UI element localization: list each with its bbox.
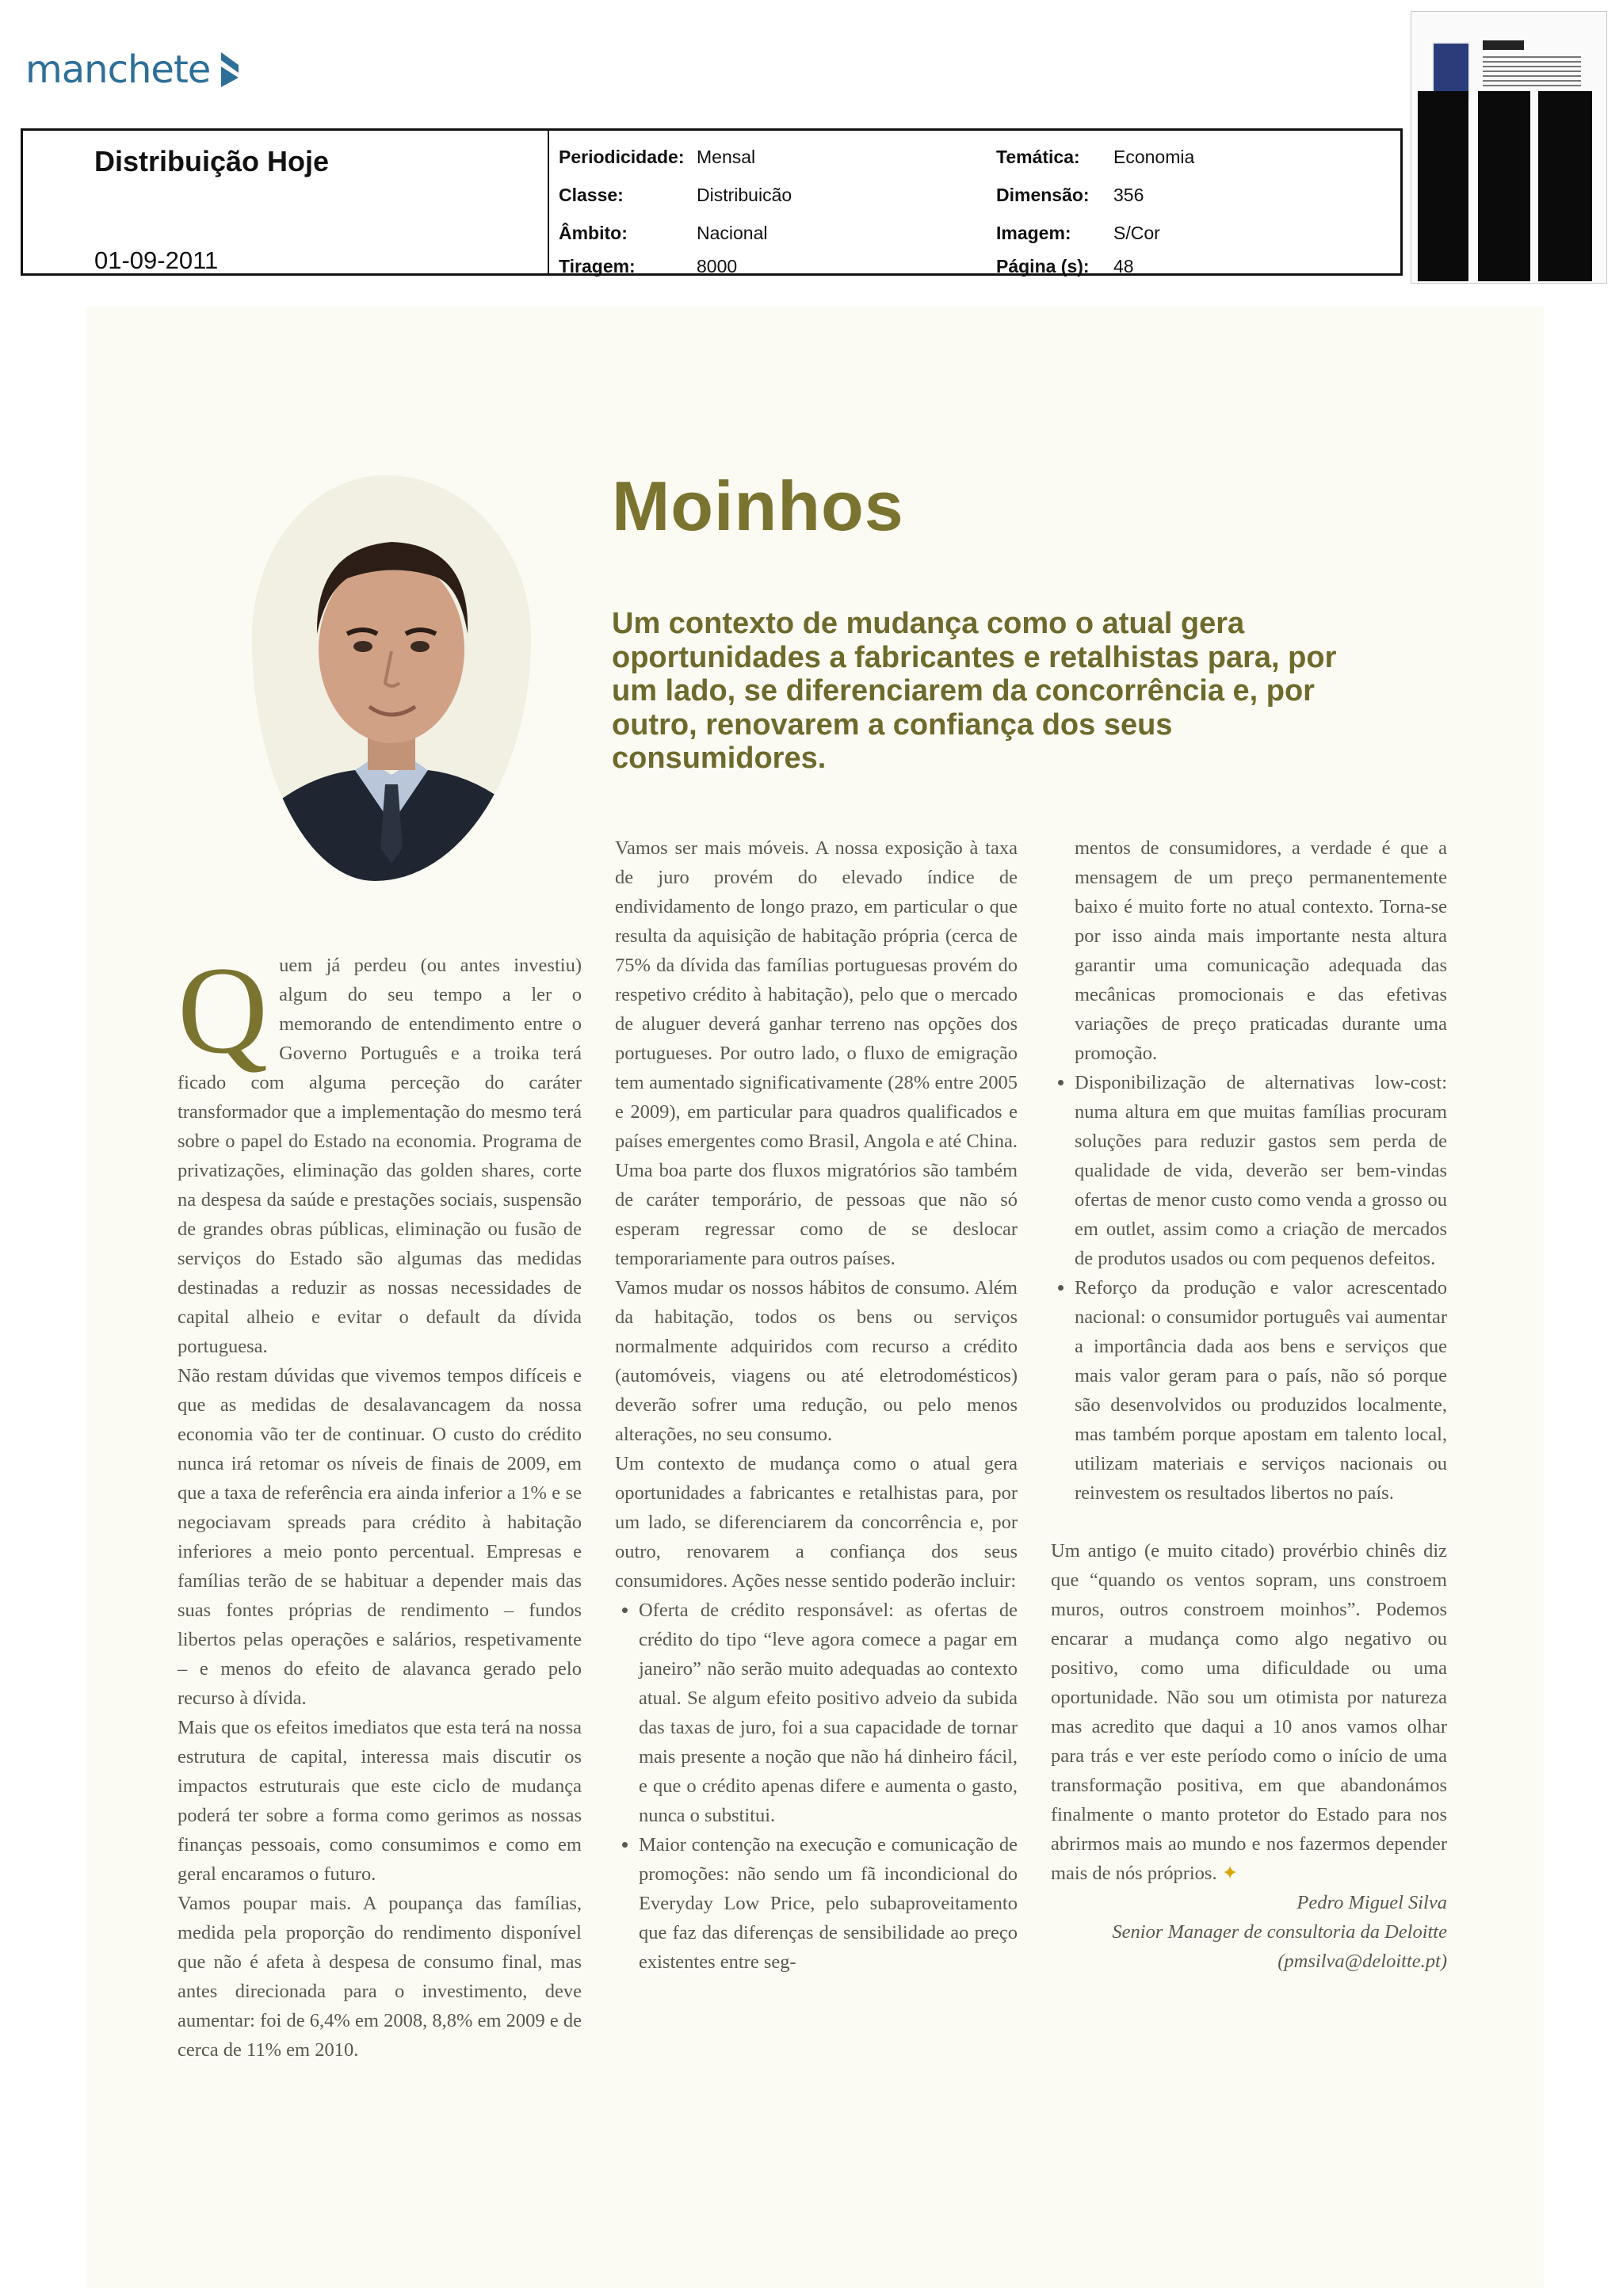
tematica-value: Economia [1113, 147, 1195, 167]
tiragem-value: 8000 [697, 256, 738, 277]
ambito-label: Âmbito: [559, 223, 628, 243]
bullet-item: • Reforço da produção e valor acrescentado nacional: o consumidor português vai aumentar a importância dada aos bens e serviços que mais valor geram para o país, não só porque são desenvolvidos ou produzidos localmente, mas também porque apostam em talento local, utilizam materiais e serviços nacionais ou reinvestem os resultados libertos no país. [1075, 1273, 1447, 1508]
body-paragraph: Não restam dúvidas que vivemos tempos difíceis e que as medidas de desalavancagem da nossa economia vão ter de continuar. O custo do crédito nunca irá retomar os níveis de finais de 2009, em que a taxa de referência era ainda inferior a 1% e se negociavam spreads para crédito à habitação inferiores a meio ponto percentual. Empresas e famílias terão de se habituar a depender mais das suas fontes próprias de rendimento – fundos libertos pelas operações e salários, respetivamente – e menos do efeito de alavanca gerado pelo recurso à dívida. [178, 1365, 582, 1709]
pagina-value: 48 [1113, 256, 1134, 277]
pagina-label: Página (s): [996, 256, 1090, 277]
classe-value: Distribuicão [697, 185, 792, 205]
tematica-label: Temática: [996, 147, 1080, 167]
closing-paragraph [1051, 1536, 1447, 1888]
article-column-3 [1051, 833, 1447, 1976]
article-lead: Um contexto de mudança como o atual gera oportunidades a fabricantes e retalhistas para, por um lado, se diferenciarem da concorrência e, por outro, renovarem a confiança dos seus consumidores. [612, 607, 1337, 776]
bullet-item: • Oferta de crédito responsável: as ofertas de crédito do tipo “leve agora comece a pagar em janeiro” não serão muito adequadas ao contexto atual. Se algum efeito positivo adveio da subida das taxas de juro, foi a sua capacidade de tornar mais presente a noção que não há dinheiro fácil, e que o crédito apenas difere e aumenta o gasto, nunca o substitui. [639, 1596, 1018, 1830]
article-column-1 [178, 941, 582, 2065]
bullet-list [615, 1596, 1018, 1977]
drop-cap: Q [178, 941, 269, 1080]
body-paragraph: uem já perdeu (ou antes investiu) algum do seu tempo a ler o memorando de entendimento entre o Governo Português e a troika terá ficado com alguma perceção do caráter transformador que a implementação do mesmo terá sobre o papel do Estado na economia. Programa de privatizações, eliminação das golden shares, corte na despesa da saúde e prestações sociais, suspensão de grandes obras públicas, eliminação ou fusão de serviços do Estado são algumas das medidas destinadas a reduzir as nossas necessidades de capital alheio e evitar o default da dívida portuguesa. [178, 955, 582, 1357]
imagem-value: S/Cor [1113, 223, 1160, 243]
tiragem-label: Tiragem: [559, 256, 636, 277]
thumbnail-lead-lines [1483, 56, 1581, 88]
thumbnail-column [1478, 91, 1530, 281]
thumbnail-column [1538, 91, 1592, 281]
publication-date: 01-09-2011 [94, 246, 219, 274]
article-title: Moinhos [612, 467, 904, 545]
bullet-item: • Disponibilização de alternativas low-cost: numa altura em que muitas famílias procuram soluções para reduzir gastos sem perda de qualidade de vida, deverão ser bem-vindas ofertas de menor custo como venda a grosso ou em outlet, assim como a criação de mercados de produtos usados ou com pequenos defeitos. [1075, 1068, 1447, 1273]
info-divider [548, 131, 549, 273]
body-paragraph: Vamos poupar mais. A poupança das famílias, medida pela proporção do rendimento disponível que não é afeta à despesa de consumo final, mas antes direcionada para o investimento, deve aumentar: foi de 6,4% em 2008, 8,8% em 2009 e de cerca de 11% em 2010. [178, 1893, 582, 2061]
dimensao-value: 356 [1113, 185, 1144, 205]
body-paragraph: Um contexto de mudança como o atual gera oportunidades a fabricantes e retalhistas para, por um lado, se diferenciarem da concorrência e, por outro, renovarem a confiança dos seus consumidores. Ações nesse sentido poderão incluir: [615, 1453, 1018, 1592]
manchete-logo [25, 48, 245, 92]
thumbnail-title-bar [1483, 40, 1524, 50]
imagem-label: Imagem: [996, 223, 1071, 243]
periodicidade-value: Mensal [697, 147, 756, 167]
dimensao-label: Dimensão: [996, 185, 1090, 205]
ambito-value: Nacional [697, 223, 768, 243]
author-name: Pedro Miguel Silva [1296, 1892, 1447, 1913]
bullet-continuation: mentos de consumidores, a verdade é que a mensagem de um preço permanentemente baixo é muito forte no atual contexto. Torna-se por isso ainda mais importante nesta altura garantir uma comunicação adequada das mecânicas promocionais e das efetivas variações de preço praticadas durante uma promoção. [1075, 837, 1447, 1064]
bullet-item: • Maior contenção na execução e comunicação de promoções: não sendo um fã incondicional do Everyday Low Price, pelo subaproveitamento que faz das diferenças de sensibilidade ao preço existentes entre seg- [639, 1830, 1018, 1977]
classe-label: Classe: [559, 185, 624, 205]
body-paragraph: Mais que os efeitos imediatos que esta terá na nossa estrutura de capital, interessa mais discutir os impactos estruturais que este ciclo de mudança poderá ter sobre a forma como gerimos as nossas finanças pessoais, como consumimos e como em geral encaramos o futuro. [178, 1717, 582, 1885]
bullet-list [1051, 1068, 1447, 1508]
body-paragraph: Vamos mudar os nossos hábitos de consumo. Além da habitação, todos os bens ou serviços normalmente adquiridos com recurso a crédito (automóveis, viagens ou até eletrodomésticos) deverão sofrer uma redução, ou pelo menos alterações, no seu consumo. [615, 1277, 1018, 1445]
clipping-info-box [21, 128, 1403, 276]
bird-ornament-icon: ✦ [1221, 1863, 1239, 1884]
author-role: Senior Manager de consultoria da Deloitte [1112, 1921, 1447, 1943]
logo-arrow-icon [218, 49, 245, 90]
page-thumbnail[interactable] [1411, 11, 1607, 284]
article-column-2 [615, 833, 1018, 1977]
author-email: (pmsilva@deloitte.pt) [1277, 1951, 1447, 1972]
body-paragraph: Vamos ser mais móveis. A nossa exposição à taxa de juro provém do elevado índice de endividamento de longo prazo, em particular o que resulta da aquisição de habitação própria (cerca de 75% da dívida das famílias portuguesas provém do respetivo crédito à habitação), pelo que o mercado de aluguer deverá ganhar terreno nas opções dos portugueses. Por outro lado, o fluxo de emigração tem aumentado significativamente (28% entre 2005 e 2009), em particular para quadros qualificados e países emergentes como Brasil, Angola e até China. Uma boa parte dos fluxos migratórios são também de caráter temporário, de pessoas que não só esperam regressar como de se deslocar temporariamente para outros países. [615, 837, 1018, 1269]
thumbnail-column [1418, 91, 1468, 281]
periodicidade-label: Periodicidade: [559, 147, 685, 167]
publication-name: Distribuição Hoje [94, 145, 330, 177]
logo-text: manchete [25, 48, 211, 92]
closing-text: Um antigo (e muito citado) provérbio chinês diz que “quando os ventos sopram, uns constroem muros, outros constroem moinhos”. Podemos encarar a mudança como algo negativo ou positivo, como uma dificuldade ou uma oportunidade. Não sou um otimista por natureza mas acredito que daqui a 10 anos vamos olhar para trás e ver este período como o início de uma transformação positiva, em que abandonámos finalmente o manto protetor do Estado para nos abrirmos mais ao mundo e nos fazermos depender mais de nós próprios. [1051, 1540, 1447, 1884]
